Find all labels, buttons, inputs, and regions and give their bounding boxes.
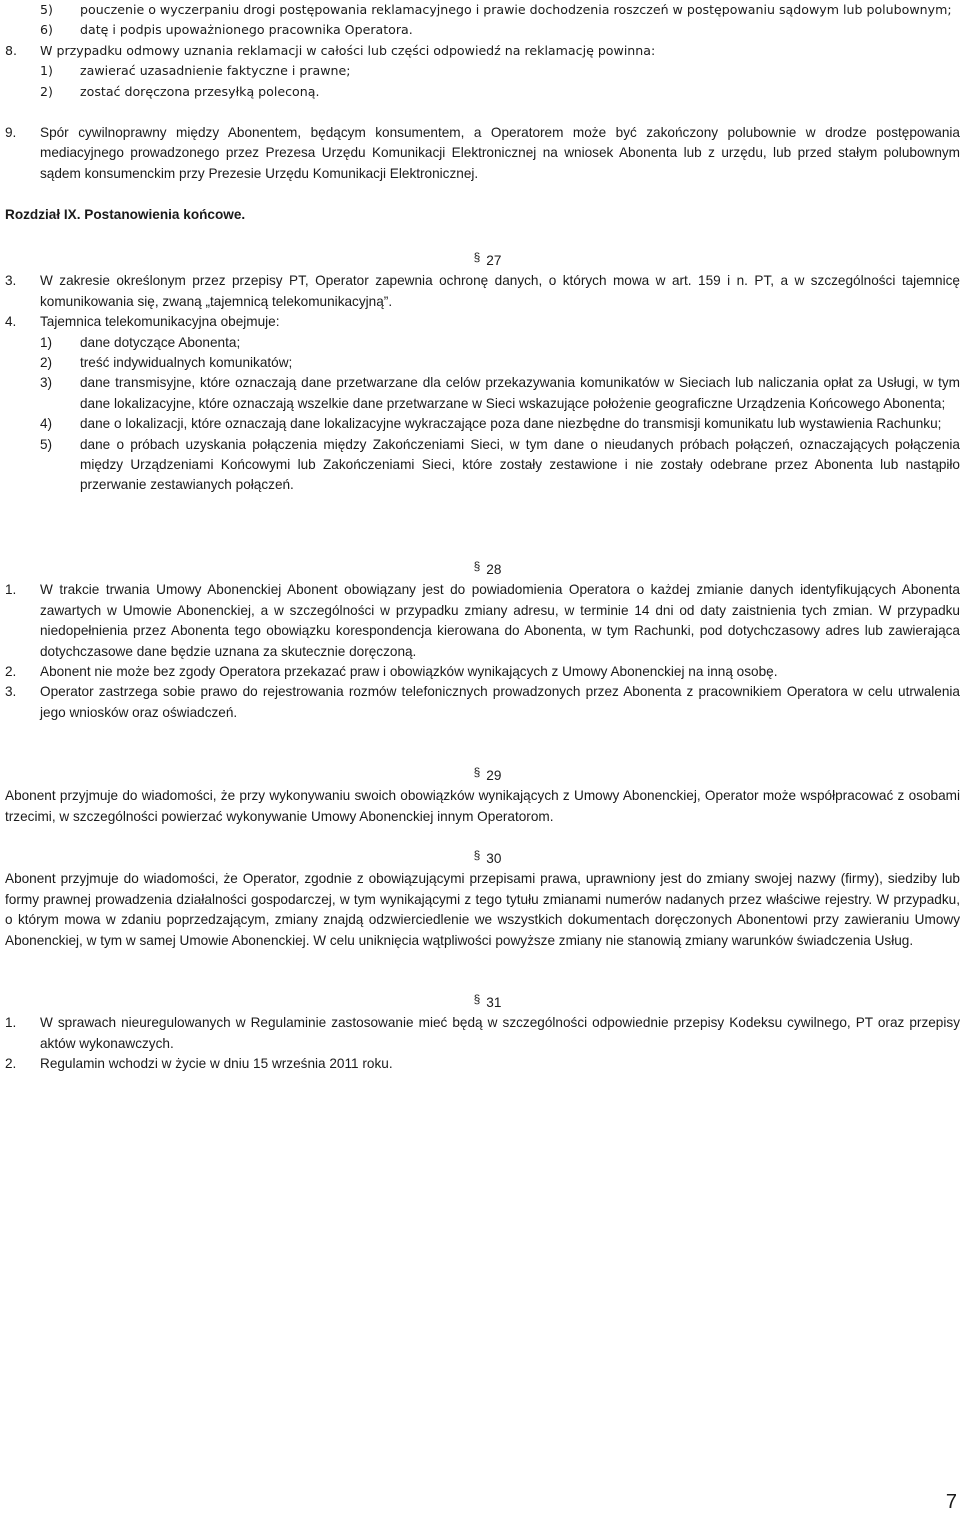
- paragraph-text: Abonent nie może bez zgody Operatora przekazać praw i obowiązków wynikających z Umowy Abonenckiej na inną osobę.: [40, 664, 778, 680]
- item-text: dane dotyczące Abonenta;: [80, 334, 241, 350]
- item-number: 6): [40, 22, 53, 38]
- item-number: 4): [40, 416, 53, 432]
- item-text: treść indywidualnych komunikatów;: [80, 355, 293, 371]
- section-symbol: §: [473, 765, 481, 779]
- paragraph-number: 3.: [5, 684, 17, 700]
- paragraph-text: W trakcie trwania Umowy Abonenckiej Abonent obowiązany jest do powiadomienia Operatora o każdej zmianie danych identyfikujących Abonenta zawartych w Umowie Abonenckiej, a w szczególności w przypadku zmiany adresu, w terminie 14 dni od daty zaistnienia tych zmian. W przypadku niedopełnienia przez Abonenta tego obowiązku korespondencja kierowana do Abonenta, w tym Rachunki, pod dotychczasowy adres lub zawierająca dotychczasowe dane będzie uznana za skutecznie doręczoną.: [40, 582, 960, 659]
- paragraph-text: Abonent przyjmuje do wiadomości, że przy wykonywaniu swoich obowiązków wynikających z Umowy Abonenckiej, Operator może współpracować z osobami trzecimi, w szczególności powierzać wykonywanie Umowy Abonenckiej innym Operatorom.: [5, 788, 960, 824]
- paragraph-text: Spór cywilnoprawny między Abonentem, będącym konsumentem, a Operatorem może być zakończony polubownie w drodze postępowania mediacyjnego prowadzonego przez Prezesa Urzędu Komunikacji Elektronicznej na wniosek Abonenta lub z urzędu, lub przed stałym polubownym sądem konsumenckim przy Prezesie Urzędu Komunikacji Elektronicznej.: [40, 125, 960, 181]
- item-number: 2): [40, 355, 53, 371]
- section-heading: [5, 556, 960, 580]
- paragraph: [5, 662, 960, 682]
- list-item: [5, 373, 960, 414]
- item-text: zostać doręczona przesyłką poleconą.: [80, 83, 320, 99]
- paragraph: [5, 1013, 960, 1054]
- top-continuation: [5, 0, 960, 102]
- item-number: 5): [40, 2, 53, 17]
- paragraph-text: W sprawach nieuregulowanych w Regulaminie zastosowanie mieć będą w szczególności odpowiednie przepisy Kodeksu cywilnego, PT oraz przepisy aktów wykonawczych.: [40, 1015, 960, 1051]
- list-item: [5, 353, 960, 373]
- item-text: datę i podpis upoważnionego pracownika Operatora.: [80, 22, 413, 38]
- paragraph-text: W przypadku odmowy uznania reklamacji w całości lub części odpowiedź na reklamację powinna:: [40, 42, 656, 58]
- paragraph-text: Regulamin wchodzi w życie w dniu 15 września 2011 roku.: [40, 1056, 393, 1072]
- item-text: dane o próbach uzyskania połączenia między Zakończeniami Sieci, w tym dane o nieudanych próbach połączeń, oznaczających połączenia między Urządzeniami Końcowymi lub Zakończeniami Sieci, które zostały zestawione i nie zostały odebrane przez Abonenta lub nastąpiło przerwanie zestawianych połączeń.: [80, 436, 960, 493]
- section-heading: [5, 247, 960, 271]
- section-heading: [5, 845, 960, 869]
- section-31: [5, 989, 960, 1075]
- item-text: pouczenie o wyczerpaniu drogi postępowania reklamacyjnego i prawie dochodzenia roszczeń w postępowaniu sądowym lub polubownym;: [80, 2, 952, 17]
- paragraph: [5, 580, 960, 662]
- section-number: 29: [486, 768, 502, 783]
- item-number: 1): [40, 334, 53, 350]
- list-item: [5, 414, 960, 434]
- list-item: [5, 20, 960, 40]
- paragraph-number: 8.: [5, 42, 18, 58]
- list-item: [5, 435, 960, 496]
- paragraph: [5, 271, 960, 312]
- item-text: dane transmisyjne, które oznaczają dane przetwarzane dla celów przekazywania komunikatów w Sieciach lub naliczania opłat za Usługi, w tym dane lokalizacyjne, które oznaczają wszelkie dane przetwarzane w Sieci wskazujące położenie geograficzne Urządzenia Końcowego Abonenta;: [80, 375, 960, 411]
- paragraph-text: Abonent przyjmuje do wiadomości, że Operator, zgodnie z obowiązującymi przepisami prawa, uprawniony jest do zmiany swojej nazwy (firmy), siedziby lub formy prawnej prowadzenia działalności gospodarczej, w tym wynikającymi z tego tytułu zmianami numerów nadanych przez właściwe rejestry. W przypadku, o którym mowa w zdaniu poprzedzającym, zmiany znajdą odzwierciedlenie we wszystkich dokumentach doręczonych Abonentowi przy zawieraniu Umowy Abonenckiej, w tym w samej Umowie Abonenckiej. W celu uniknięcia wątpliwości powyższe zmiany nie stanowią zmiany warunków świadczenia Usług.: [5, 871, 960, 948]
- section-heading: [5, 989, 960, 1013]
- paragraph: [5, 312, 960, 332]
- paragraph-number: 1.: [5, 582, 17, 598]
- section-heading: [5, 762, 960, 786]
- paragraph-number: 3.: [5, 273, 17, 289]
- section-symbol: §: [473, 250, 481, 264]
- section-number: 31: [486, 995, 502, 1010]
- paragraph: [5, 41, 960, 61]
- paragraph: [5, 1054, 960, 1074]
- paragraph-number: 1.: [5, 1015, 17, 1031]
- list-item: [5, 333, 960, 353]
- item-number: 1): [40, 63, 53, 79]
- section-30: [5, 845, 960, 951]
- item-number: 2): [40, 83, 53, 99]
- paragraph-text: Operator zastrzega sobie prawo do rejestrowania rozmów telefonicznych prowadzonych przez Abonenta z pracownikiem Operatora w celu utrwalenia jego wniosków oraz oświadczeń.: [40, 684, 960, 720]
- paragraph-number: 9.: [5, 125, 17, 140]
- paragraph-9: [5, 123, 960, 184]
- section-27: [5, 247, 960, 496]
- section-symbol: §: [473, 992, 481, 1006]
- paragraph-text: W zakresie określonym przez przepisy PT, Operator zapewnia ochronę danych, o których mowa w art. 159 i n. PT, a w szczególności tajemnicę komunikowania się, zwaną „tajemnicą telekomunikacyjną”.: [40, 273, 960, 309]
- section-28: [5, 556, 960, 723]
- section-symbol: §: [473, 848, 481, 862]
- section-symbol: §: [473, 559, 481, 573]
- item-text: dane o lokalizacji, które oznaczają dane lokalizacyjne wykraczające poza dane niezbędne do transmisji komunikatu lub wystawienia Rachunku;: [80, 416, 942, 432]
- page-number: 7: [945, 1491, 957, 1513]
- item-number: 3): [40, 375, 53, 391]
- paragraph: [5, 682, 960, 723]
- section-number: 30: [486, 851, 502, 866]
- list-item: [5, 82, 960, 102]
- section-29: [5, 762, 960, 827]
- item-number: 5): [40, 436, 53, 452]
- paragraph-number: 4.: [5, 314, 17, 330]
- paragraph-text: Tajemnica telekomunikacyjna obejmuje:: [40, 314, 280, 330]
- chapter-heading: Rozdział IX. Postanowienia końcowe.: [5, 207, 246, 222]
- item-text: zawierać uzasadnienie faktyczne i prawne;: [80, 63, 351, 79]
- paragraph-number: 2.: [5, 664, 17, 680]
- section-number: 28: [486, 562, 502, 577]
- list-item: [5, 61, 960, 81]
- paragraph-number: 2.: [5, 1056, 17, 1072]
- list-item: [5, 0, 960, 20]
- section-number: 27: [486, 253, 502, 268]
